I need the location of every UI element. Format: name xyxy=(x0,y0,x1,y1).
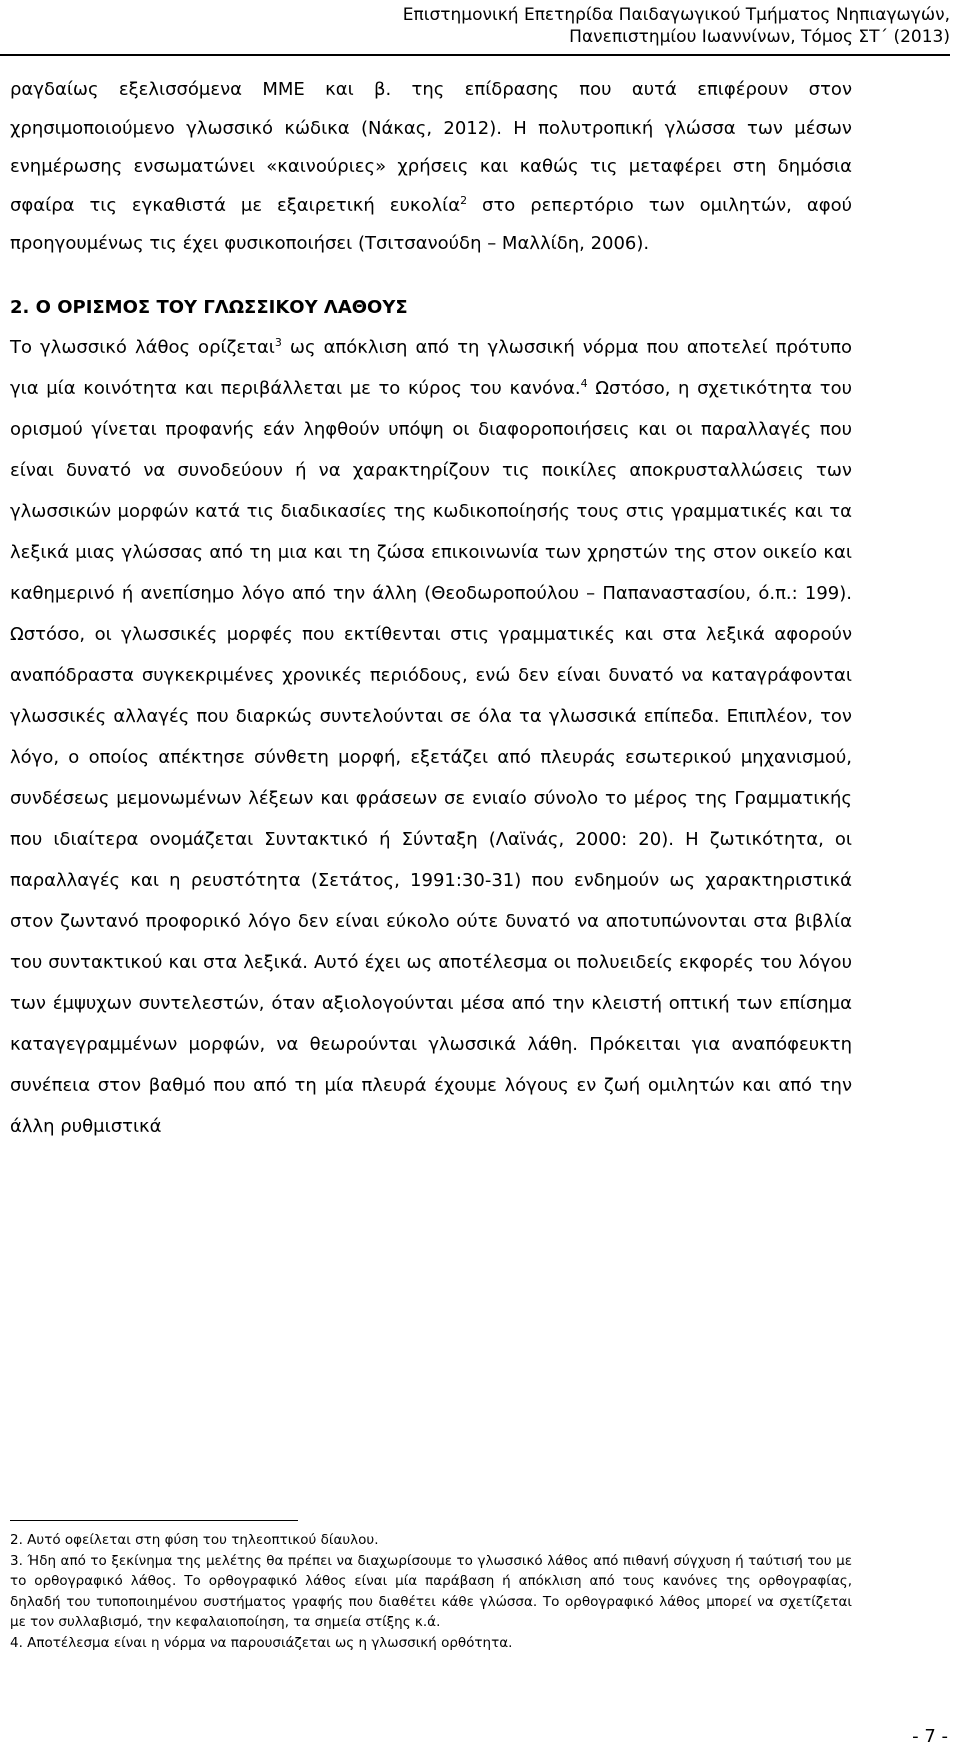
header-rule xyxy=(0,54,950,56)
footnote-4: 4. Αποτέλεσμα είναι η νόρμα να παρουσιάζεται ως η γλωσσική ορθότητα. xyxy=(10,1634,513,1651)
section-heading: 2. Ο ΟΡΙΣΜΟΣ ΤΟΥ ΓΛΩΣΣΙΚΟΥ ΛΑΘΟΥΣ xyxy=(10,296,408,318)
paragraph-definition-text-3: Ωστόσο, η σχετικότητα του ορισμού γίνεται προφανής εάν ληφθούν υπόψη οι διαφοροποιήσεις και οι παραλλαγές που είναι δυνατό να συνοδεύουν ή να χαρακτηρίζουν τις ποικίλες αποκρυσταλλώσεις των γλωσσικών μορφών κατά τις διαδικασίες της κωδικοποίησής τους στις γραμματικές και τα λεξικά μιας γλώσσας από τη μια και τη ζώσα επικοινωνία των χρηστών της στον οικείο και καθημερινό ή ανεπίσημο λόγο από την άλλη (Θεοδωροπούλου – Παπαναστασίου, ό.π.: 199). Ωστόσο, οι γλωσσικές μορφές που εκτίθενται στις γραμματικές και στα λεξικά αφορούν αναπόδραστα συγκεκριμένες χρονικές περιόδους, ενώ δεν είναι δυνατό να καταγράφονται γλωσσικές αλλαγές που διαρκώς συντελούνται σε όλα τα γλωσσικά επίπεδα. Επιπλέον, τον λόγο, ο οποίος απέκτησε σύνθετη μορφή, εξετάζει από πλευράς εσωτερικού μηχανισμού, συνδέσεως μεμονωμένων λέξεων και φράσεων σε ενιαίο σύνολο το μέρος της Γραμματικής που ιδιαίτερα ονομάζεται Συντακτικό ή Σύνταξη (Λαϊνάς, 2000: 20). Η ζωτικότητα, οι παραλλαγές και η ρευστότητα (Σετάτος, 1991:30-31) που ενδημούν ως χαρακτηριστικά στον ζωντανό προφορικό λόγο δεν είναι εύκολο ούτε δυνατό να αποτυπώνονται στα βιβλία του συντακτικού και στα λεξικά. Αυτό έχει ως αποτέλεσμα οι πολυειδείς εκφορές του λόγου των έμψυχων συντελεστών, όταν αξιολογούνται μέσα από την κλειστή οπτική των επίσημα καταγεγραμμένων μορφών, να θεωρούνται γλωσσικά λάθη. Πρόκειται για αναπόφευκτη συνέπεια στον βαθμό που από τη μία πλευρά έχουμε λόγους εν ζωή ομιλητών και από την άλλη ρυθμιστικά xyxy=(10,377,852,1137)
header-line-1: Επιστημονική Επετηρίδα Παιδαγωγικού Τμήματος Νηπιαγωγών, xyxy=(402,5,950,25)
paragraph-intro xyxy=(10,71,852,264)
running-header xyxy=(310,4,950,48)
main-text xyxy=(10,71,852,1147)
footnote-ref-3: 3 xyxy=(274,335,282,349)
header-line-2: Πανεπιστημίου Ιωαννίνων, Τόμος ΣΤ΄ (2013) xyxy=(569,27,950,47)
paragraph-intro-text-2: στο ρεπερτόριο των ομιλητών, αφού προηγουμένως τις έχει φυσικοποιήσει (Τσιτσανούδη – Μαλλίδη, 2006). xyxy=(10,194,852,254)
paragraph-definition-text-1: Το γλωσσικό λάθος ορίζεται xyxy=(10,336,275,358)
paragraph-intro-text-1: ραγδαίως εξελισσόμενα ΜΜΕ και β. της επίδρασης που αυτά επιφέρουν στον χρησιμοποιούμενο γλωσσικό κώδικα (Νάκας, 2012). Η πολυτροπική γλώσσα των μέσων ενημέρωσης ενσωματώνει «καινούριες» χρήσεις και καθώς τις μεταφέρει στη δημόσια σφαίρα τις εγκαθιστά με εξαιρετική ευκολία xyxy=(10,79,852,216)
page-number: - 7 - xyxy=(912,1726,948,1747)
footnote-ref-4: 4 xyxy=(580,376,588,390)
paragraph-definition xyxy=(10,327,852,1147)
footnote-2: 2. Αυτό οφείλεται στη φύση του τηλεοπτικού δίαυλου. xyxy=(10,1532,379,1548)
footnote-separator xyxy=(10,1520,298,1521)
paragraph-definition-text-2: ως απόκλιση από τη γλωσσική νόρμα που αποτελεί πρότυπο για μία κοινότητα και περιβάλλεται με το κύρος του κανόνα. xyxy=(10,336,853,399)
footnote-ref-2: 2 xyxy=(460,193,468,207)
footnotes xyxy=(10,1530,852,1654)
footnote-3: 3. Ήδη από το ξεκίνημα της μελέτης θα πρέπει να διαχωρίσουμε το γλωσσικό λάθος από πιθανή σύγχυση ή ταύτισή του με το ορθογραφικό λάθος. Το ορθογραφικό λάθος είναι μία παράβαση ή απόκλιση από τους κανόνες της ορθογραφίας, δηλαδή του τυποποιημένου συστήματος γραφής που διαθέτει κάθε γλώσσα. Το ορθογραφικό λάθος μπορεί να σχετίζεται με τον συλλαβισμό, την κεφαλαιοποίηση, τα σημεία στίξης κ.ά. xyxy=(10,1552,852,1631)
